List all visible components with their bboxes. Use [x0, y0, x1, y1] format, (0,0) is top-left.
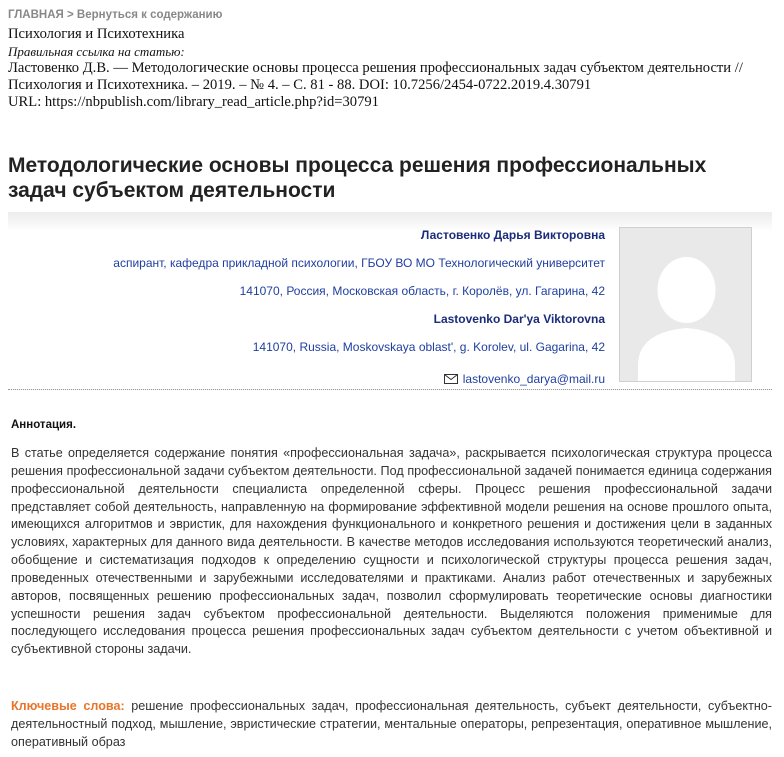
avatar-placeholder-icon — [620, 228, 752, 382]
author-photo — [619, 227, 752, 382]
citation-block — [8, 26, 778, 111]
keywords-text: решение профессиональных задач, профессиональная деятельность, субъект деятельности, субъектно-деятельностный подход, мышление, эвристические стратегии, ментальные операторы, репрезентация, оперативное мышление, оперативный образ — [11, 699, 772, 749]
breadcrumb-separator: > — [67, 9, 74, 21]
author-name-ru: Ластовенко Дарья Викторовна — [420, 228, 605, 242]
abstract-label: Аннотация. — [11, 419, 77, 431]
author-address-en: 141070, Russia, Moskovskaya oblast', g. Korolev, ul. Gagarina, 42 — [252, 340, 605, 354]
author-email-link[interactable]: lastovenko_darya@mail.ru — [462, 372, 605, 386]
author-address-ru: 141070, Россия, Московская область, г. Королёв, ул. Гагарина, 42 — [239, 284, 605, 298]
journal-name: Психология и Психотехника — [8, 26, 185, 42]
breadcrumb-back-link[interactable]: Вернуться к содержанию — [76, 9, 223, 21]
article-title: Методологические основы процесса решения профессиональных задач субъектом деятельности — [8, 154, 707, 202]
breadcrumb-home-link[interactable]: ГЛАВНАЯ — [8, 9, 64, 21]
breadcrumb — [8, 9, 222, 21]
author-affiliation: аспирант, кафедра прикладной психологии, ГБОУ ВО МО Технологический университет — [113, 256, 605, 270]
author-name-en: Lastovenko Dar'ya Viktorovna — [433, 312, 605, 326]
citation-url: URL: https://nbpublish.com/library_read_article.php?id=30791 — [8, 94, 379, 110]
abstract-text: В статье определяется содержание понятия «профессиональная задача», раскрывается психологическая структура процесса решения профессиональной задачи субъектом деятельности. Под профессиональной задачей понимается единица содержания профессиональной деятельности специалиста определенной сферы. Процесс решения профессиональной задачи представляет собой деятельность, направленную на формирование эффективной модели решения на основе прошлого опыта, имеющихся алгоритмов и эвристик, для нахождения функционального и конкретного решения и достижения цели в заданных условиях, характерных для данного вида деятельности. В качестве методов исследования используются теоретический анализ, обобщение и систематизация подходов к определению сущности и психологической структуры процесса решения задач, проведенных отечественными и зарубежными исследователями и практиками. Анализ работ отечественных и зарубежных авторов, посвященных решению профессиональных задач, позволил сформулировать теоретические основы диагностики успешности решения задач субъектом профессиональной деятельности. Выделяются положения применимые для последующего исследования процесса решения профессиональных задач субъектом деятельности с учетом объективной и субъективной стороны задачи. — [11, 446, 772, 657]
mail-icon — [444, 374, 458, 384]
citation-label: Правильная ссылка на статью: — [8, 44, 185, 59]
keywords-label: Ключевые слова: — [11, 699, 125, 713]
author-email-row — [444, 372, 605, 386]
citation-text: Ластовенко Д.В. — Методологические основы процесса решения профессиональных задач субъектом деятельности // Психология и Психотехника. – 2019. – № 4. – С. 81 - 88. DOI: 10.7256/2454-0722.2019.4.30791 — [8, 60, 743, 93]
author-panel — [8, 212, 772, 390]
keywords-block — [11, 697, 772, 751]
